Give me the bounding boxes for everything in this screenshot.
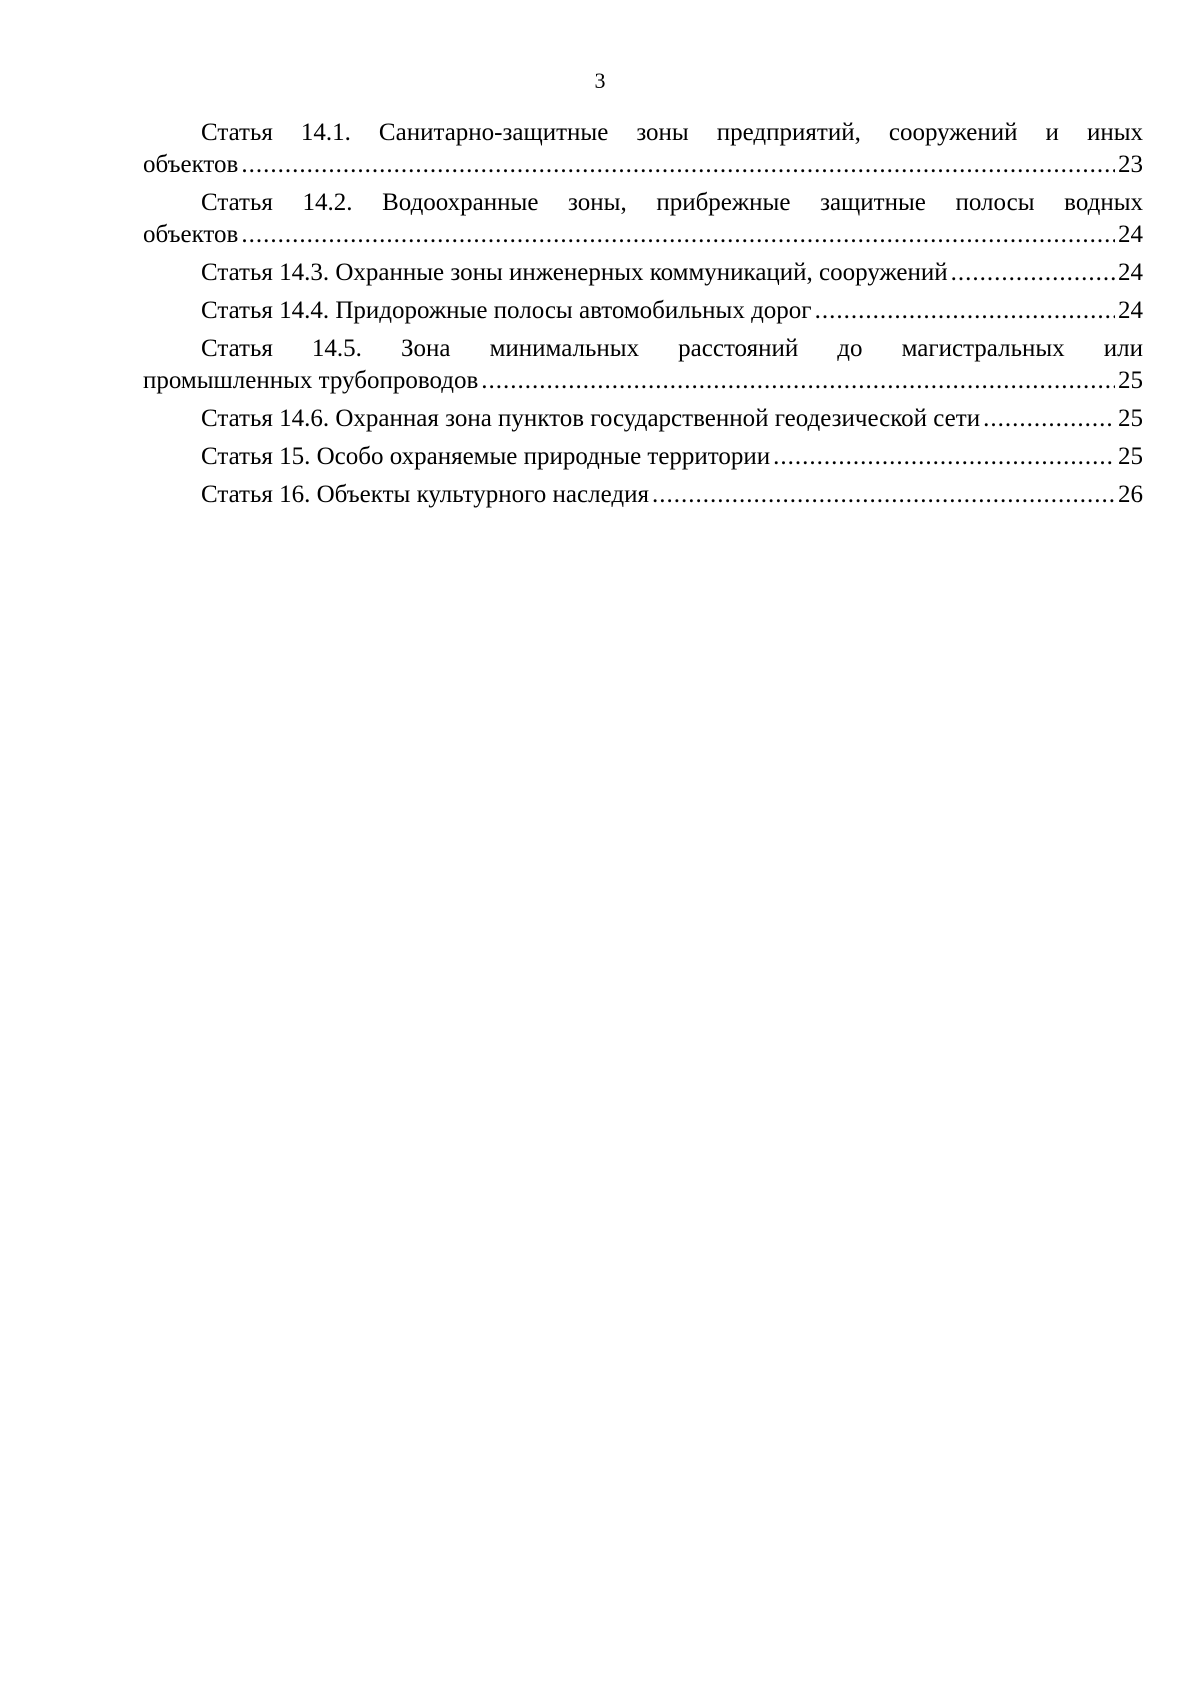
page-number: 3: [594, 68, 606, 93]
toc-entry-title-continuation: объектов: [143, 221, 239, 248]
toc-entry-16[interactable]: [143, 479, 1143, 511]
toc-page-number: 24: [1118, 221, 1143, 248]
table-of-contents: [143, 117, 1143, 517]
toc-entry-title: Статья 15. Особо охраняемые природные территории: [201, 443, 771, 470]
toc-page-number: 25: [1118, 367, 1143, 394]
dot-leader: [241, 219, 1115, 251]
dot-leader: [481, 365, 1115, 397]
toc-entry-title-continuation: промышленных трубопроводов: [143, 367, 479, 394]
toc-page-number: 23: [1118, 151, 1143, 178]
toc-entry-title: Статья 14.1. Санитарно-защитные зоны предприятий, сооружений и иных: [201, 119, 1143, 146]
dot-leader: [652, 479, 1115, 511]
toc-entry-14-2[interactable]: [143, 187, 1143, 251]
toc-entry-title: Статья 14.3. Охранные зоны инженерных коммуникаций, сооружений: [201, 259, 948, 286]
toc-page-number: 24: [1118, 259, 1143, 286]
toc-entry-title: Статья 14.6. Охранная зона пунктов государственной геодезической сети: [201, 405, 981, 432]
toc-page-number: 26: [1118, 481, 1143, 508]
toc-entry-title: Статья 16. Объекты культурного наследия: [201, 481, 649, 508]
toc-entry-14-5[interactable]: [143, 333, 1143, 397]
toc-entry-title: Статья 14.4. Придорожные полосы автомобильных дорог: [201, 297, 812, 324]
dot-leader: [983, 403, 1115, 435]
toc-entry-14-6[interactable]: [143, 403, 1143, 435]
dot-leader: [815, 295, 1115, 327]
toc-entry-14-3[interactable]: [143, 257, 1143, 289]
dot-leader: [241, 149, 1115, 181]
toc-entry-title: Статья 14.2. Водоохранные зоны, прибрежные защитные полосы водных: [201, 189, 1143, 216]
toc-entry-title: Статья 14.5. Зона минимальных расстояний до магистральных или: [201, 335, 1143, 362]
toc-page-number: 25: [1118, 443, 1143, 470]
toc-page-number: 25: [1118, 405, 1143, 432]
toc-entry-15[interactable]: [143, 441, 1143, 473]
toc-entry-title-continuation: объектов: [143, 151, 239, 178]
toc-entry-14-4[interactable]: [143, 295, 1143, 327]
toc-page-number: 24: [1118, 297, 1143, 324]
toc-entry-14-1[interactable]: [143, 117, 1143, 181]
dot-leader: [773, 441, 1115, 473]
dot-leader: [951, 257, 1115, 289]
